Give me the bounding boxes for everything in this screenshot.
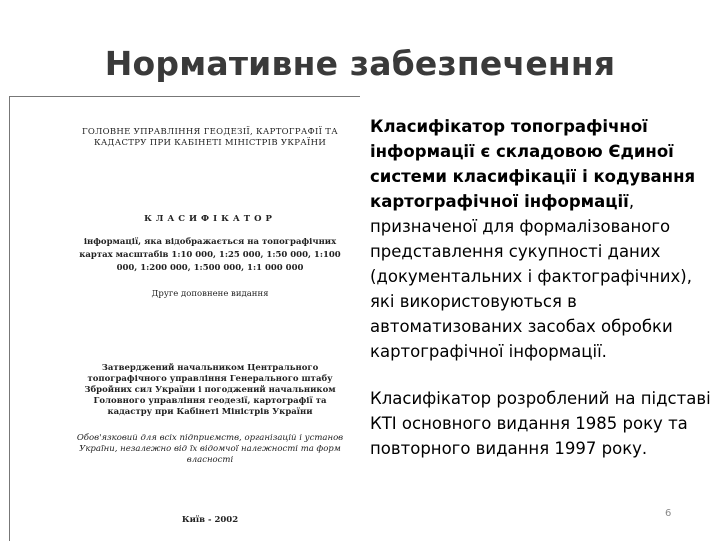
- page-number: 6: [665, 508, 672, 519]
- description-text: [370, 114, 715, 461]
- document-binding-note: Обов'язковий для всіх підприємств, організацій і установ України, незалежно від їх відомчої належності та форм власності: [76, 433, 344, 465]
- document-cover-image: [9, 96, 360, 541]
- paragraph-1-bold: Класифікатор топографічної інформації є складовою Єдиної системи класифікації і кодування картографічної інформації: [370, 117, 696, 211]
- document-name: КЛАСИФІКАТОР: [144, 214, 276, 224]
- document-edition: Друге доповнене видання: [151, 289, 269, 299]
- document-approval: Затверджений начальником Центрального топографічного управління Генерального штабу Збройних сил України і погоджений начальником Головного управління геодезії, картографії та кадастру при Кабінеті Міністрів України: [84, 363, 336, 417]
- paragraph-2: Класифікатор розроблений на підставі КТІ основного видання 1985 року та повторного видання 1997 року.: [370, 389, 711, 458]
- paragraph-1-rest: , призначеної для формалізованого представлення сукупності даних (документальних і фактографічних), які використовуються в автоматизованих засобах обробки картографічної інформації.: [370, 192, 692, 361]
- slide-title: Нормативне забезпечення: [104, 44, 616, 83]
- document-description: інформації, яка відображається на топографічних картах масштабів 1:10 000, 1:25 000, 1:50 000, 1:100 000, 1:200 000, 1:500 000, 1:1 000 000: [79, 237, 341, 273]
- document-city-year: Київ - 2002: [181, 515, 239, 525]
- document-header: ГОЛОВНЕ УПРАВЛІННЯ ГЕОДЕЗІЇ, КАРТОГРАФІЇ ТА КАДАСТРУ ПРИ КАБІНЕТІ МІНІСТРІВ УКРАЇНИ: [82, 127, 338, 148]
- paragraph-1: [370, 114, 715, 364]
